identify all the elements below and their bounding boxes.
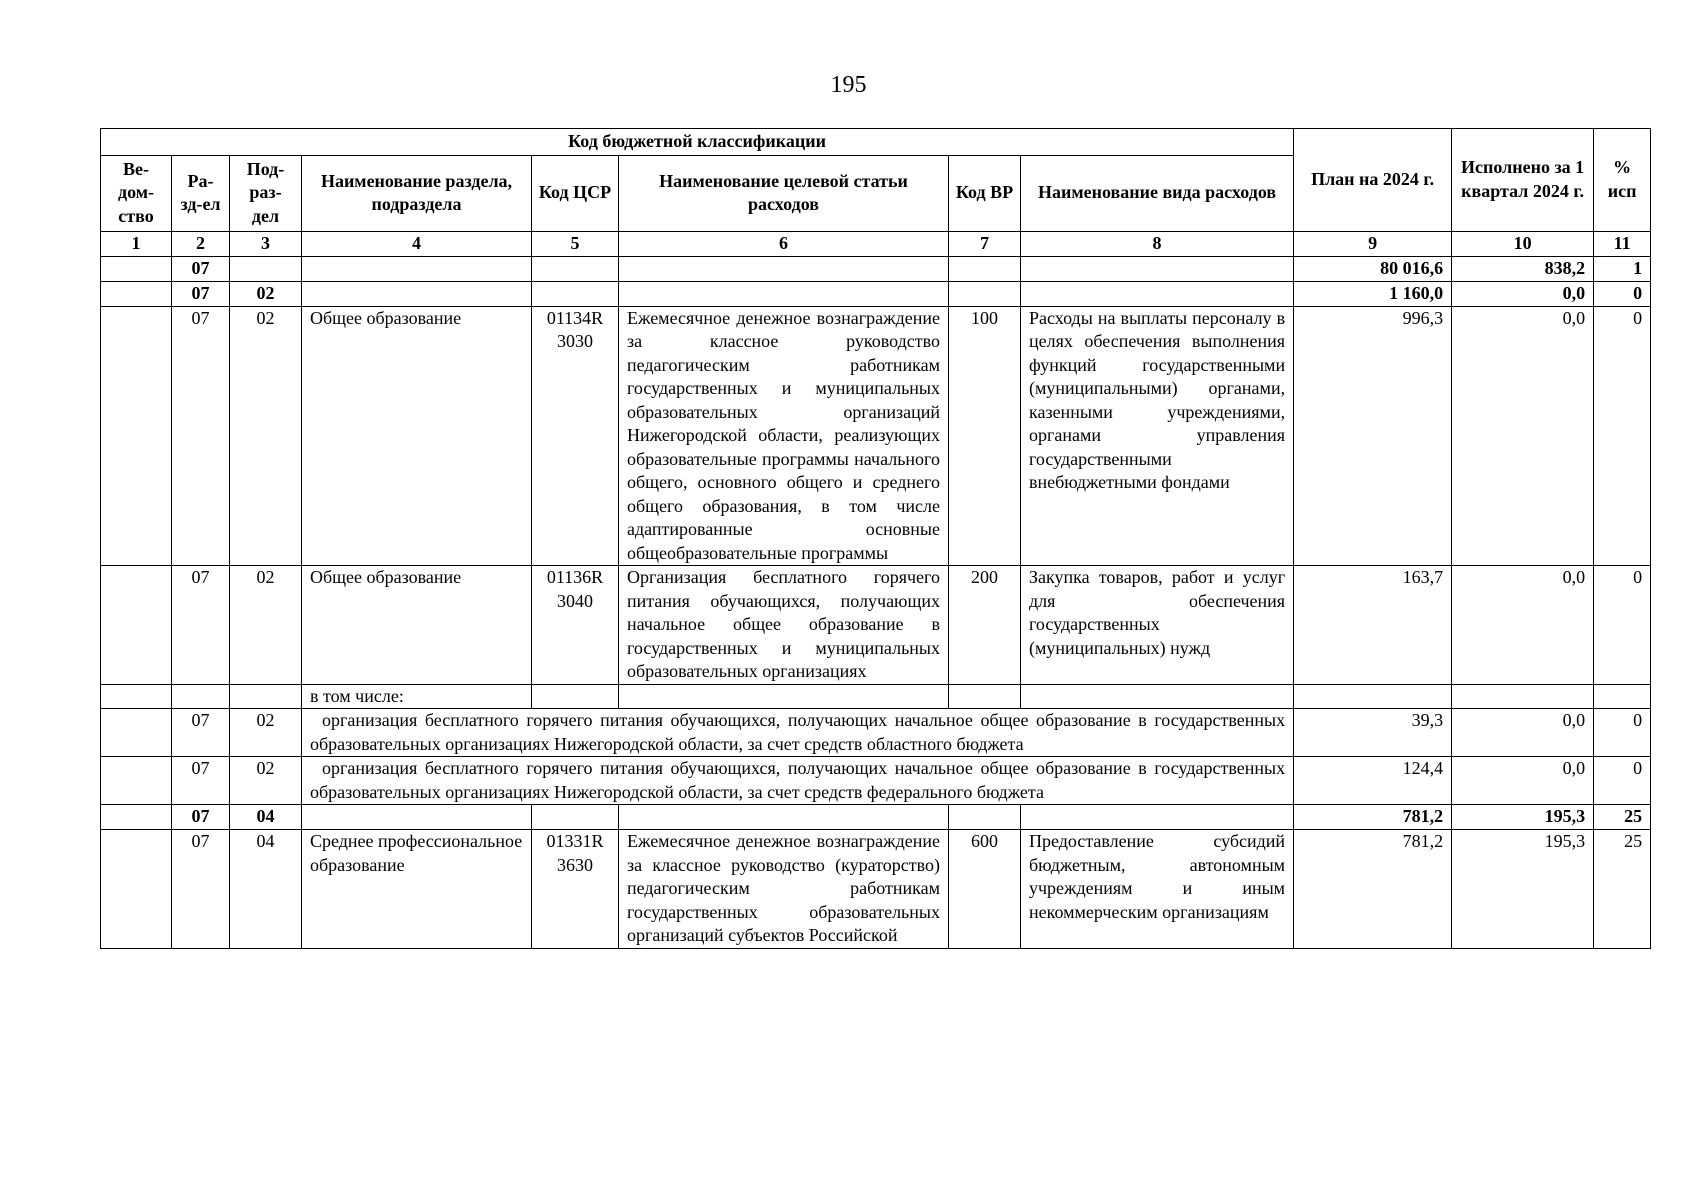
header-vedomstvo: Ве-дом-ство: [101, 155, 172, 231]
table-row: [101, 757, 1651, 805]
target-name-cell: Ежемесячное денежное вознаграждение за классное руководство (кураторство) педагогическим работникам государственных образовательных организаций субъектов Российской: [619, 830, 949, 949]
podrazdel-cell: 04: [230, 805, 302, 830]
vr-cell: 600: [949, 830, 1021, 949]
plan-cell: 124,4: [1294, 757, 1452, 805]
pct-cell: 0: [1594, 709, 1651, 757]
column-number: 6: [619, 231, 949, 256]
razdel-cell: 07: [172, 281, 230, 306]
csr-cell: 01136R 3040: [532, 566, 619, 685]
pct-cell: 0: [1594, 566, 1651, 685]
plan-cell: 1 160,0: [1294, 281, 1452, 306]
razdel-cell: 07: [172, 306, 230, 566]
including-label: в том числе:: [302, 684, 532, 709]
csr-cell: 01134R 3030: [532, 306, 619, 566]
table-row: [101, 709, 1651, 757]
vr-name-cell: Расходы на выплаты персоналу в целях обеспечения выполнения функций государственными (муниципальными) органами, казенными учреждениями, органами управления государственными внебюджетными фондами: [1021, 306, 1294, 566]
done-cell: 838,2: [1452, 256, 1594, 281]
podrazdel-cell: 02: [230, 709, 302, 757]
section-name-cell: Среднее профессиональное образование: [302, 830, 532, 949]
column-number: 4: [302, 231, 532, 256]
pct-cell: 25: [1594, 830, 1651, 949]
target-name-cell: Организация бесплатного горячего питания обучающихся, получающих начальное общее образование в государственных и муниципальных образовательных организациях: [619, 566, 949, 685]
column-number: 5: [532, 231, 619, 256]
column-number: 3: [230, 231, 302, 256]
total-row-0702: [101, 281, 1651, 306]
done-cell: 0,0: [1452, 306, 1594, 566]
done-cell: 0,0: [1452, 566, 1594, 685]
podrazdel-cell: 02: [230, 306, 302, 566]
pct-cell: 1: [1594, 256, 1651, 281]
page-number: 195: [830, 72, 867, 98]
header-csr: Код ЦСР: [532, 155, 619, 231]
pct-cell: 0: [1594, 306, 1651, 566]
total-row-0704: [101, 805, 1651, 830]
column-number: 8: [1021, 231, 1294, 256]
including-row: [101, 684, 1651, 709]
total-row-07: [101, 256, 1651, 281]
done-cell: 0,0: [1452, 709, 1594, 757]
pct-cell: 0: [1594, 757, 1651, 805]
pct-cell: 0: [1594, 281, 1651, 306]
razdel-cell: 07: [172, 805, 230, 830]
plan-cell: 996,3: [1294, 306, 1452, 566]
plan-cell: 163,7: [1294, 566, 1452, 685]
done-cell: 195,3: [1452, 805, 1594, 830]
vr-name-cell: Предоставление субсидий бюджетным, автономным учреждениям и иным некоммерческим организациям: [1021, 830, 1294, 949]
podrazdel-cell: 02: [230, 757, 302, 805]
pct-cell: 25: [1594, 805, 1651, 830]
table-row: [101, 566, 1651, 685]
header-group-title: Код бюджетной классификации: [101, 129, 1294, 156]
vr-cell: 100: [949, 306, 1021, 566]
detail-text-cell: организация бесплатного горячего питания обучающихся, получающих начальное общее образование в государственных образовательных организациях Нижегородской области, за счет средств федерального бюджета: [302, 757, 1294, 805]
podrazdel-cell: 02: [230, 281, 302, 306]
header-done: Исполнено за 1 квартал 2024 г.: [1452, 129, 1594, 232]
plan-cell: 781,2: [1294, 805, 1452, 830]
plan-cell: 39,3: [1294, 709, 1452, 757]
header-target-name: Наименование целевой статьи расходов: [619, 155, 949, 231]
plan-cell: 781,2: [1294, 830, 1452, 949]
header-razdel: Ра-зд-ел: [172, 155, 230, 231]
razdel-cell: 07: [172, 256, 230, 281]
section-name-cell: Общее образование: [302, 306, 532, 566]
razdel-cell: 07: [172, 566, 230, 685]
header-pct: % исп: [1594, 129, 1651, 232]
column-number: 1: [101, 231, 172, 256]
column-number: 11: [1594, 231, 1651, 256]
table-row: [101, 306, 1651, 566]
column-numbers-row: [101, 231, 1651, 256]
podrazdel-cell: 02: [230, 566, 302, 685]
column-number: 10: [1452, 231, 1594, 256]
section-name-cell: Общее образование: [302, 566, 532, 685]
done-cell: 0,0: [1452, 281, 1594, 306]
budget-table: [100, 128, 1651, 949]
csr-cell: 01331R 3630: [532, 830, 619, 949]
vr-name-cell: Закупка товаров, работ и услуг для обеспечения государственных (муниципальных) нужд: [1021, 566, 1294, 685]
plan-cell: 80 016,6: [1294, 256, 1452, 281]
done-cell: 0,0: [1452, 757, 1594, 805]
column-number: 7: [949, 231, 1021, 256]
header-section-name: Наименование раздела, подраздела: [302, 155, 532, 231]
podrazdel-cell: 04: [230, 830, 302, 949]
table-row: [101, 830, 1651, 949]
header-podrazdel: Под-раз-дел: [230, 155, 302, 231]
column-number: 2: [172, 231, 230, 256]
header-vr: Код ВР: [949, 155, 1021, 231]
razdel-cell: 07: [172, 830, 230, 949]
header-vr-name: Наименование вида расходов: [1021, 155, 1294, 231]
target-name-cell: Ежемесячное денежное вознаграждение за классное руководство педагогическим работникам государственных и муниципальных образовательных организаций Нижегородской области, реализующих образовательные программы начального общего, основного общего и среднего общего образования, в том числе адаптированные основные общеобразовательные программы: [619, 306, 949, 566]
header-plan: План на 2024 г.: [1294, 129, 1452, 232]
vr-cell: 200: [949, 566, 1021, 685]
razdel-cell: 07: [172, 709, 230, 757]
razdel-cell: 07: [172, 757, 230, 805]
done-cell: 195,3: [1452, 830, 1594, 949]
detail-text-cell: организация бесплатного горячего питания обучающихся, получающих начальное общее образование в государственных образовательных организациях Нижегородской области, за счет средств областного бюджета: [302, 709, 1294, 757]
column-number: 9: [1294, 231, 1452, 256]
